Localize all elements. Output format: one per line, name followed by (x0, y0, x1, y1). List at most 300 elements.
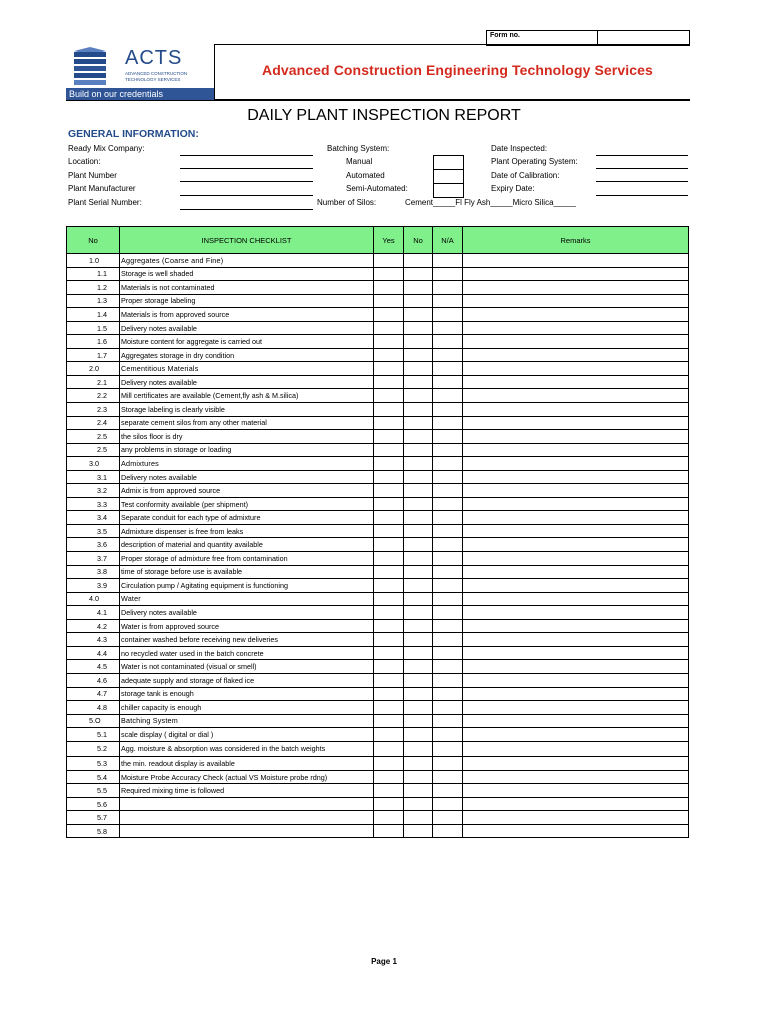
yes-cell[interactable] (374, 267, 404, 281)
yes-cell[interactable] (374, 484, 404, 498)
no-cell[interactable] (404, 524, 433, 538)
plant-operating-system-field[interactable] (596, 168, 688, 169)
yes-cell[interactable] (374, 687, 404, 701)
table-row (67, 524, 689, 538)
item-description: Storage labeling is clearly visible (120, 403, 374, 417)
column-header-yes: Yes (374, 227, 404, 254)
no-cell[interactable] (404, 824, 433, 838)
table-row (67, 443, 689, 457)
no-cell[interactable] (404, 673, 433, 687)
item-number: 4.4 (67, 646, 120, 660)
no-cell[interactable] (404, 633, 433, 647)
yes-cell[interactable] (374, 375, 404, 389)
item-description: container washed before receiving new deliveries (120, 633, 374, 647)
item-number: 4.6 (67, 673, 120, 687)
remarks-cell[interactable] (463, 497, 689, 511)
item-description: Admixtures (120, 457, 374, 471)
yes-cell[interactable] (374, 592, 404, 606)
item-number: 2.2 (67, 389, 120, 403)
semi-automated-label: Semi-Automated: (346, 184, 408, 193)
plant-serial-number-label: Plant Serial Number: (68, 198, 142, 207)
remarks-cell[interactable] (463, 348, 689, 362)
na-cell[interactable] (433, 524, 463, 538)
item-number: 5.5 (67, 784, 120, 798)
na-cell[interactable] (433, 673, 463, 687)
item-description: Materials is from approved source (120, 308, 374, 322)
no-cell[interactable] (404, 348, 433, 362)
expiry-date-label: Expiry Date: (491, 184, 535, 193)
no-cell[interactable] (404, 403, 433, 417)
yes-cell[interactable] (374, 619, 404, 633)
yes-cell[interactable] (374, 416, 404, 430)
yes-cell[interactable] (374, 824, 404, 838)
table-row (67, 389, 689, 403)
remarks-cell[interactable] (463, 824, 689, 838)
item-description: Admixture dispenser is free from leaks (120, 524, 374, 538)
remarks-cell[interactable] (463, 701, 689, 715)
yes-cell[interactable] (374, 321, 404, 335)
item-number: 4.5 (67, 660, 120, 674)
yes-cell[interactable] (374, 660, 404, 674)
na-cell[interactable] (433, 362, 463, 376)
na-cell[interactable] (433, 552, 463, 566)
no-cell[interactable] (404, 362, 433, 376)
table-row (67, 633, 689, 647)
yes-cell[interactable] (374, 646, 404, 660)
item-number: 5.6 (67, 797, 120, 811)
yes-cell[interactable] (374, 579, 404, 593)
yes-cell[interactable] (374, 741, 404, 757)
na-cell[interactable] (433, 321, 463, 335)
item-number: 1.1 (67, 267, 120, 281)
header-top-rule (214, 44, 690, 45)
item-description: Delivery notes available (120, 470, 374, 484)
yes-cell[interactable] (374, 403, 404, 417)
item-number: 1.2 (67, 281, 120, 295)
item-description: Water (120, 592, 374, 606)
silo-types-fields[interactable]: Cement_____Fl Fly Ash_____Micro Silica_____ (405, 198, 576, 207)
na-cell[interactable] (433, 254, 463, 268)
plant-manufacturer-label: Plant Manufacturer (68, 184, 136, 193)
ready-mix-company-field[interactable] (180, 155, 313, 156)
table-row (67, 784, 689, 798)
yes-cell[interactable] (374, 606, 404, 620)
yes-cell[interactable] (374, 524, 404, 538)
yes-cell[interactable] (374, 728, 404, 742)
remarks-cell[interactable] (463, 281, 689, 295)
item-description: time of storage before use is available (120, 565, 374, 579)
remarks-cell[interactable] (463, 646, 689, 660)
table-row (67, 770, 689, 784)
no-cell[interactable] (404, 308, 433, 322)
na-cell[interactable] (433, 484, 463, 498)
na-cell[interactable] (433, 714, 463, 728)
column-header-no: No (67, 227, 120, 254)
na-cell[interactable] (433, 294, 463, 308)
no-cell[interactable] (404, 457, 433, 471)
yes-cell[interactable] (374, 308, 404, 322)
yes-cell[interactable] (374, 362, 404, 376)
remarks-cell[interactable] (463, 470, 689, 484)
remarks-cell[interactable] (463, 389, 689, 403)
na-cell[interactable] (433, 619, 463, 633)
no-cell[interactable] (404, 687, 433, 701)
item-number: 2.4 (67, 416, 120, 430)
remarks-cell[interactable] (463, 403, 689, 417)
item-description: Aggregates storage in dry condition (120, 348, 374, 362)
remarks-cell[interactable] (463, 784, 689, 798)
item-number: 5.1 (67, 728, 120, 742)
yes-cell[interactable] (374, 797, 404, 811)
table-row (67, 348, 689, 362)
no-cell[interactable] (404, 728, 433, 742)
yes-cell[interactable] (374, 633, 404, 647)
na-cell[interactable] (433, 797, 463, 811)
table-row (67, 430, 689, 444)
no-cell[interactable] (404, 321, 433, 335)
logo-wordmark: ACTS (125, 47, 183, 69)
yes-cell[interactable] (374, 538, 404, 552)
remarks-cell[interactable] (463, 619, 689, 633)
column-header-remarks: Remarks (463, 227, 689, 254)
yes-cell[interactable] (374, 348, 404, 362)
no-cell[interactable] (404, 470, 433, 484)
remarks-cell[interactable] (463, 592, 689, 606)
yes-cell[interactable] (374, 281, 404, 295)
automated-label: Automated (346, 171, 385, 180)
automated-checkbox[interactable] (433, 169, 464, 184)
page-number: Page 1 (371, 957, 397, 966)
table-row (67, 335, 689, 349)
table-row (67, 646, 689, 660)
remarks-cell[interactable] (463, 633, 689, 647)
date-inspected-field[interactable] (596, 155, 688, 156)
company-name: Advanced Construction Engineering Technology Services (262, 62, 653, 78)
remarks-cell[interactable] (463, 254, 689, 268)
yes-cell[interactable] (374, 443, 404, 457)
form-number-divider (597, 31, 598, 45)
no-cell[interactable] (404, 484, 433, 498)
date-of-calibration-field[interactable] (596, 181, 688, 182)
table-header-row (67, 227, 689, 254)
yes-cell[interactable] (374, 770, 404, 784)
item-number: 4.0 (67, 592, 120, 606)
item-number: 3.7 (67, 552, 120, 566)
remarks-cell[interactable] (463, 797, 689, 811)
section-row (67, 254, 689, 268)
na-cell[interactable] (433, 457, 463, 471)
table-row (67, 824, 689, 838)
no-cell[interactable] (404, 430, 433, 444)
na-cell[interactable] (433, 308, 463, 322)
yes-cell[interactable] (374, 294, 404, 308)
na-cell[interactable] (433, 497, 463, 511)
remarks-cell[interactable] (463, 757, 689, 771)
remarks-cell[interactable] (463, 308, 689, 322)
table-row (67, 757, 689, 771)
na-cell[interactable] (433, 403, 463, 417)
remarks-cell[interactable] (463, 524, 689, 538)
no-cell[interactable] (404, 335, 433, 349)
remarks-cell[interactable] (463, 511, 689, 525)
item-description: Moisture Probe Accuracy Check (actual VS Moisture probe rdng) (120, 770, 374, 784)
table-row (67, 673, 689, 687)
item-description: Delivery notes available (120, 321, 374, 335)
table-row (67, 308, 689, 322)
expiry-date-field[interactable] (596, 195, 688, 196)
item-description (120, 824, 374, 838)
plant-manufacturer-field[interactable] (180, 195, 313, 196)
plant-operating-system-label: Plant Operating System: (491, 157, 578, 166)
yes-cell[interactable] (374, 784, 404, 798)
no-cell[interactable] (404, 416, 433, 430)
remarks-cell[interactable] (463, 714, 689, 728)
item-number: 2.5 (67, 430, 120, 444)
yes-cell[interactable] (374, 673, 404, 687)
table-row (67, 797, 689, 811)
remarks-cell[interactable] (463, 552, 689, 566)
no-cell[interactable] (404, 579, 433, 593)
no-cell[interactable] (404, 497, 433, 511)
no-cell[interactable] (404, 281, 433, 295)
item-description: Agg. moisture & absorption was considered in the batch weights (120, 741, 374, 757)
item-number: 3.0 (67, 457, 120, 471)
item-number: 5.7 (67, 811, 120, 825)
item-description: Delivery notes available (120, 606, 374, 620)
manual-checkbox[interactable] (433, 155, 464, 170)
item-description: scale display ( digital or dial ) (120, 728, 374, 742)
yes-cell[interactable] (374, 701, 404, 715)
na-cell[interactable] (433, 348, 463, 362)
item-description: Cementitious Materials (120, 362, 374, 376)
na-cell[interactable] (433, 770, 463, 784)
remarks-cell[interactable] (463, 321, 689, 335)
item-number: 4.8 (67, 701, 120, 715)
remarks-cell[interactable] (463, 565, 689, 579)
table-row (67, 565, 689, 579)
header-divider (214, 44, 215, 100)
remarks-cell[interactable] (463, 375, 689, 389)
na-cell[interactable] (433, 538, 463, 552)
no-cell[interactable] (404, 511, 433, 525)
item-description: Materials is not contaminated (120, 281, 374, 295)
remarks-cell[interactable] (463, 741, 689, 757)
na-cell[interactable] (433, 784, 463, 798)
table-row (67, 267, 689, 281)
yes-cell[interactable] (374, 552, 404, 566)
yes-cell[interactable] (374, 565, 404, 579)
na-cell[interactable] (433, 592, 463, 606)
location-field[interactable] (180, 168, 313, 169)
yes-cell[interactable] (374, 254, 404, 268)
remarks-cell[interactable] (463, 443, 689, 457)
item-number: 1.7 (67, 348, 120, 362)
item-description: Mill certificates are available (Cement,fly ash & M.silica) (120, 389, 374, 403)
no-cell[interactable] (404, 741, 433, 757)
na-cell[interactable] (433, 811, 463, 825)
plant-number-field[interactable] (180, 181, 313, 182)
remarks-cell[interactable] (463, 294, 689, 308)
no-cell[interactable] (404, 619, 433, 633)
na-cell[interactable] (433, 267, 463, 281)
remarks-cell[interactable] (463, 660, 689, 674)
remarks-cell[interactable] (463, 335, 689, 349)
no-cell[interactable] (404, 375, 433, 389)
remarks-cell[interactable] (463, 457, 689, 471)
table-row (67, 660, 689, 674)
yes-cell[interactable] (374, 811, 404, 825)
table-row (67, 321, 689, 335)
remarks-cell[interactable] (463, 673, 689, 687)
item-description: chiller capacity is enough (120, 701, 374, 715)
na-cell[interactable] (433, 633, 463, 647)
na-cell[interactable] (433, 389, 463, 403)
remarks-cell[interactable] (463, 267, 689, 281)
item-description: Batching System (120, 714, 374, 728)
no-cell[interactable] (404, 294, 433, 308)
item-number: 3.4 (67, 511, 120, 525)
table-row (67, 619, 689, 633)
semi-automated-checkbox[interactable] (433, 183, 464, 198)
no-cell[interactable] (404, 538, 433, 552)
item-description: Water is from approved source (120, 619, 374, 633)
item-description (120, 811, 374, 825)
no-cell[interactable] (404, 389, 433, 403)
na-cell[interactable] (433, 757, 463, 771)
item-number: 2.3 (67, 403, 120, 417)
remarks-cell[interactable] (463, 416, 689, 430)
item-description: Circulation pump / Agitating equipment is functioning (120, 579, 374, 593)
item-number: 3.8 (67, 565, 120, 579)
no-cell[interactable] (404, 443, 433, 457)
item-description: separate cement silos from any other material (120, 416, 374, 430)
table-row (67, 606, 689, 620)
no-cell[interactable] (404, 606, 433, 620)
na-cell[interactable] (433, 470, 463, 484)
item-description: Required mixing time is followed (120, 784, 374, 798)
na-cell[interactable] (433, 443, 463, 457)
no-cell[interactable] (404, 770, 433, 784)
no-cell[interactable] (404, 701, 433, 715)
remarks-cell[interactable] (463, 728, 689, 742)
na-cell[interactable] (433, 741, 463, 757)
item-number: 2.1 (67, 375, 120, 389)
item-number: 4.7 (67, 687, 120, 701)
item-number: 5.O (67, 714, 120, 728)
table-row (67, 701, 689, 715)
table-row (67, 728, 689, 742)
na-cell[interactable] (433, 660, 463, 674)
na-cell[interactable] (433, 281, 463, 295)
item-number: 2.5 (67, 443, 120, 457)
no-cell[interactable] (404, 757, 433, 771)
no-cell[interactable] (404, 714, 433, 728)
yes-cell[interactable] (374, 430, 404, 444)
item-description (120, 797, 374, 811)
no-cell[interactable] (404, 811, 433, 825)
na-cell[interactable] (433, 430, 463, 444)
remarks-cell[interactable] (463, 606, 689, 620)
yes-cell[interactable] (374, 470, 404, 484)
item-description: Separate conduit for each type of admixture (120, 511, 374, 525)
yes-cell[interactable] (374, 335, 404, 349)
item-number: 5.3 (67, 757, 120, 771)
item-number: 4.3 (67, 633, 120, 647)
logo-tagline-bar (66, 88, 214, 100)
no-cell[interactable] (404, 552, 433, 566)
item-number: 4.1 (67, 606, 120, 620)
na-cell[interactable] (433, 416, 463, 430)
remarks-cell[interactable] (463, 687, 689, 701)
column-header-no-answer: No (404, 227, 433, 254)
no-cell[interactable] (404, 565, 433, 579)
no-cell[interactable] (404, 784, 433, 798)
na-cell[interactable] (433, 375, 463, 389)
table-row (67, 416, 689, 430)
yes-cell[interactable] (374, 714, 404, 728)
item-number: 4.2 (67, 619, 120, 633)
remarks-cell[interactable] (463, 811, 689, 825)
table-row (67, 579, 689, 593)
item-description: the silos floor is dry (120, 430, 374, 444)
no-cell[interactable] (404, 254, 433, 268)
no-cell[interactable] (404, 646, 433, 660)
remarks-cell[interactable] (463, 362, 689, 376)
section-row (67, 457, 689, 471)
item-number: 1.3 (67, 294, 120, 308)
yes-cell[interactable] (374, 457, 404, 471)
na-cell[interactable] (433, 335, 463, 349)
no-cell[interactable] (404, 267, 433, 281)
remarks-cell[interactable] (463, 430, 689, 444)
inspection-checklist-table (66, 226, 689, 838)
table-row (67, 538, 689, 552)
na-cell[interactable] (433, 511, 463, 525)
item-description: Proper storage labeling (120, 294, 374, 308)
item-number: 5.8 (67, 824, 120, 838)
yes-cell[interactable] (374, 389, 404, 403)
na-cell[interactable] (433, 824, 463, 838)
item-number: 3.1 (67, 470, 120, 484)
na-cell[interactable] (433, 646, 463, 660)
remarks-cell[interactable] (463, 538, 689, 552)
date-inspected-label: Date Inspected: (491, 144, 548, 153)
na-cell[interactable] (433, 579, 463, 593)
table-row (67, 281, 689, 295)
acts-logo (66, 44, 214, 100)
na-cell[interactable] (433, 606, 463, 620)
no-cell[interactable] (404, 797, 433, 811)
item-number: 1.4 (67, 308, 120, 322)
yes-cell[interactable] (374, 497, 404, 511)
table-row (67, 484, 689, 498)
na-cell[interactable] (433, 728, 463, 742)
no-cell[interactable] (404, 660, 433, 674)
item-description: Test conformity available (per shipment) (120, 497, 374, 511)
table-row (67, 552, 689, 566)
na-cell[interactable] (433, 565, 463, 579)
yes-cell[interactable] (374, 511, 404, 525)
remarks-cell[interactable] (463, 770, 689, 784)
na-cell[interactable] (433, 687, 463, 701)
na-cell[interactable] (433, 701, 463, 715)
remarks-cell[interactable] (463, 484, 689, 498)
plant-serial-number-field[interactable] (180, 209, 313, 210)
item-number: 1.5 (67, 321, 120, 335)
remarks-cell[interactable] (463, 579, 689, 593)
yes-cell[interactable] (374, 757, 404, 771)
no-cell[interactable] (404, 592, 433, 606)
